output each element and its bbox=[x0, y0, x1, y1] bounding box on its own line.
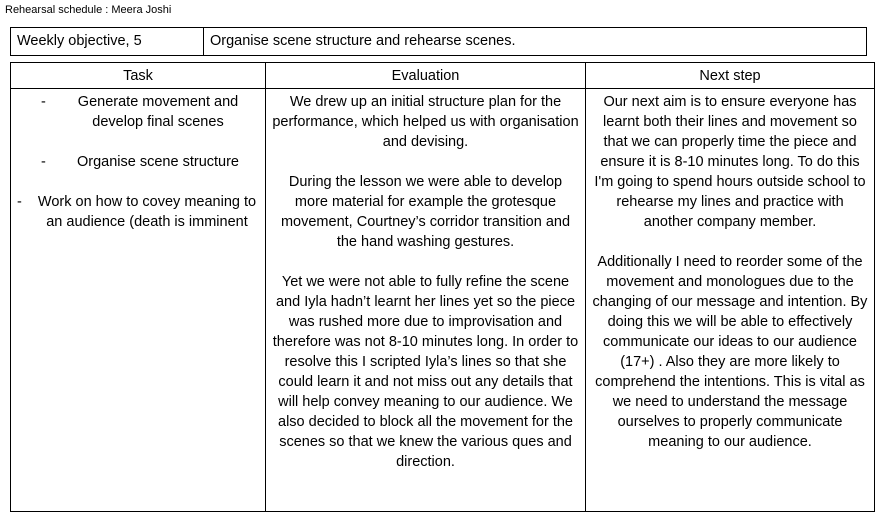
column-header-next-step: Next step bbox=[586, 63, 875, 89]
column-header-evaluation: Evaluation bbox=[266, 63, 586, 89]
objective-label: Weekly objective, 5 bbox=[11, 28, 204, 56]
task-text: Organise scene structure bbox=[77, 154, 239, 170]
document-header: Rehearsal schedule : Meera Joshi bbox=[5, 4, 172, 16]
task-item bbox=[17, 192, 259, 232]
dash-bullet: - bbox=[41, 94, 46, 110]
evaluation-paragraph: During the lesson we were able to develop more material for example the grotesque movement, Courtney’s corridor transition and the hand washing gestures. bbox=[280, 174, 571, 250]
objective-text: Organise scene structure and rehearse scenes. bbox=[204, 28, 867, 56]
task-item bbox=[17, 92, 259, 132]
task-text: Generate movement and develop final scenes bbox=[77, 94, 239, 130]
evaluation-cell bbox=[266, 89, 586, 512]
dash-bullet: - bbox=[17, 194, 22, 210]
task-item bbox=[17, 152, 259, 172]
task-cell bbox=[11, 89, 266, 512]
schedule-header-row bbox=[11, 63, 875, 89]
schedule-table bbox=[10, 62, 875, 512]
evaluation-paragraph: Yet we were not able to fully refine the scene and Iyla hadn’t learnt her lines yet so the piece was rushed more due to improvisation and therefore was not 8-10 minutes long. In order to resolve this I scripted Iyla’s lines so that she could learn it and not miss out any details that will help convey meaning to our audience. We also decided to block all the movement for the scenes so that we knew the various ques and direction. bbox=[272, 274, 579, 470]
dash-bullet: - bbox=[41, 154, 46, 170]
next-step-cell bbox=[586, 89, 875, 512]
task-text: Work on how to covey meaning to an audience (death is imminent bbox=[37, 194, 257, 230]
evaluation-paragraph: We drew up an initial structure plan for the performance, which helped us with organisation and devising. bbox=[272, 94, 579, 150]
schedule-body-row bbox=[11, 89, 875, 512]
column-header-task: Task bbox=[11, 63, 266, 89]
objective-row bbox=[11, 28, 867, 56]
next-step-paragraph: Additionally I need to reorder some of the movement and monologues due to the changing of our message and intention. By doing this we will be able to effectively communicate our ideas to our audience (17+) . Also they are more likely to comprehend the intentions. This is vital as we need to understand the message ourselves to properly communicate meaning to our audience. bbox=[592, 254, 868, 450]
objective-table bbox=[10, 27, 867, 56]
next-step-paragraph: Our next aim is to ensure everyone has learnt both their lines and movement so that we can properly time the piece and ensure it is 8-10 minutes long. To do this I'm going to spend hours outside school to rehearse my lines and practice with another company member. bbox=[594, 94, 866, 230]
